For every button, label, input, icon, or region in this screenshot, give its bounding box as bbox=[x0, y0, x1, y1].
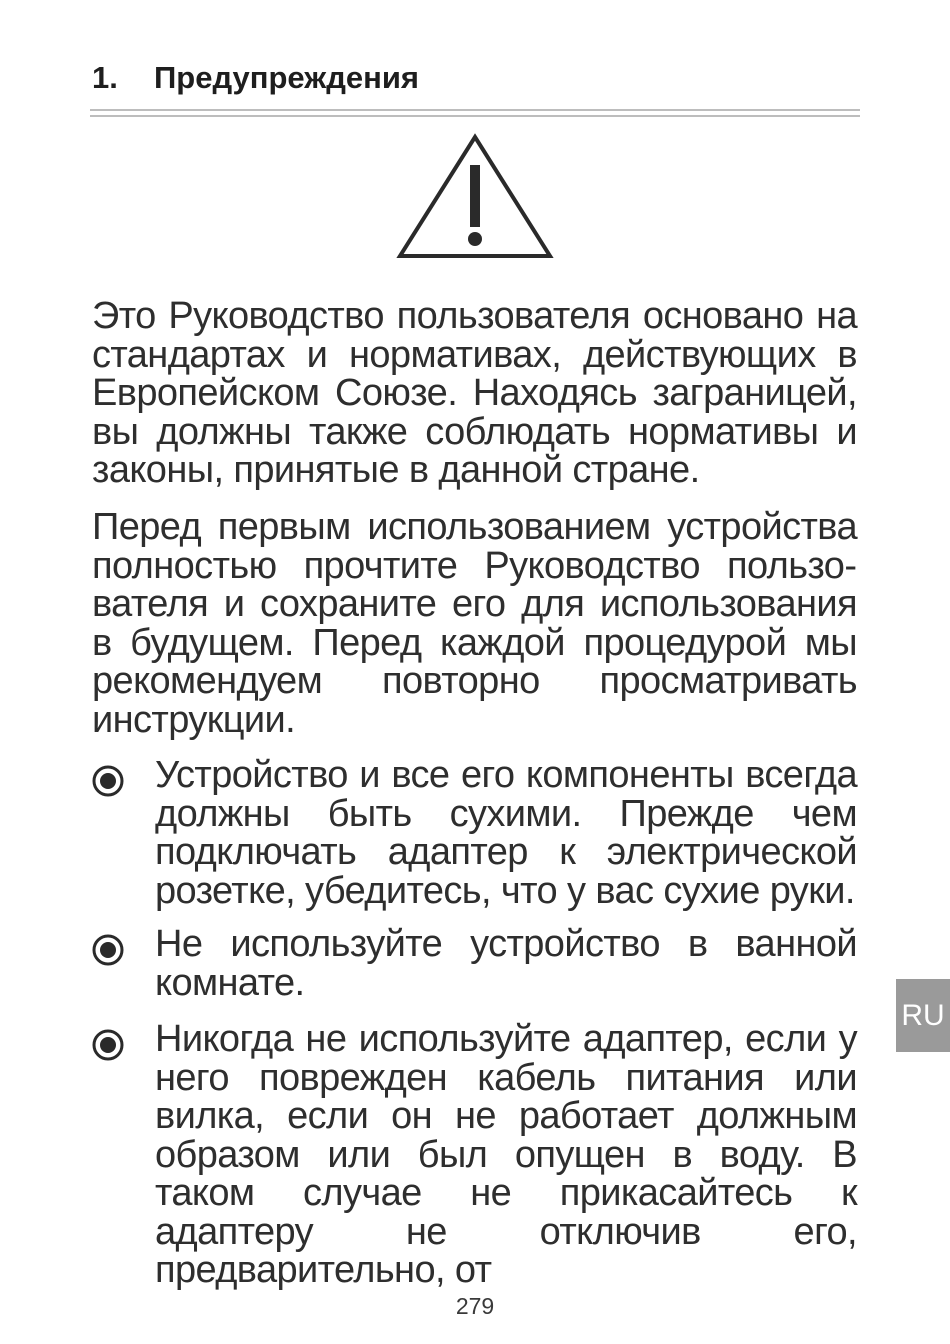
intro-paragraph: Это Руководство пользователя основано на стандартах и нормативах, действующих в Европейском Союзе. Находясь заграницей, вы должны также соблюдать нормативы и законы, принятые в данной стране. bbox=[92, 295, 857, 491]
circled-dot-bullet-icon bbox=[92, 934, 124, 966]
list-item bbox=[92, 756, 857, 910]
section-heading bbox=[92, 60, 419, 96]
list-item-text: Никогда не используйте адаптер, если у него поврежден кабель питания или вилка, если он не работает должным образом или был опущен в воду. В таком случае не прикасайтесь к адаптеру не отключив его, предварительно, от bbox=[155, 1018, 857, 1291]
language-tab: RU bbox=[896, 979, 950, 1052]
warning-triangle-icon bbox=[396, 133, 554, 261]
list-item-text: Не используйте устройство в ванной комнате. bbox=[155, 923, 857, 1004]
read-manual-paragraph: Перед первым использованием устройства полностью прочтите Руководство пользователя и сохраните его для использования в будущем. Перед каждой процедурой мы рекомендуем повторно просматривать инструкции. bbox=[92, 506, 857, 741]
list-item bbox=[92, 925, 857, 1002]
circled-dot-bullet-icon bbox=[92, 1029, 124, 1061]
page-number: 279 bbox=[455, 1293, 495, 1319]
heading-rule-top bbox=[90, 109, 860, 111]
heading-rule-bottom bbox=[90, 115, 860, 117]
list-item-text: Устройство и все его компоненты всегда должны быть сухими. Прежде чем подключать адаптер к электрической розетке, убедитесь, что у вас сухие руки. bbox=[155, 754, 857, 912]
list-item bbox=[92, 1020, 857, 1290]
circled-dot-bullet-icon bbox=[92, 765, 124, 797]
section-number: 1. bbox=[92, 60, 118, 95]
section-title: Предупреждения bbox=[154, 60, 420, 95]
